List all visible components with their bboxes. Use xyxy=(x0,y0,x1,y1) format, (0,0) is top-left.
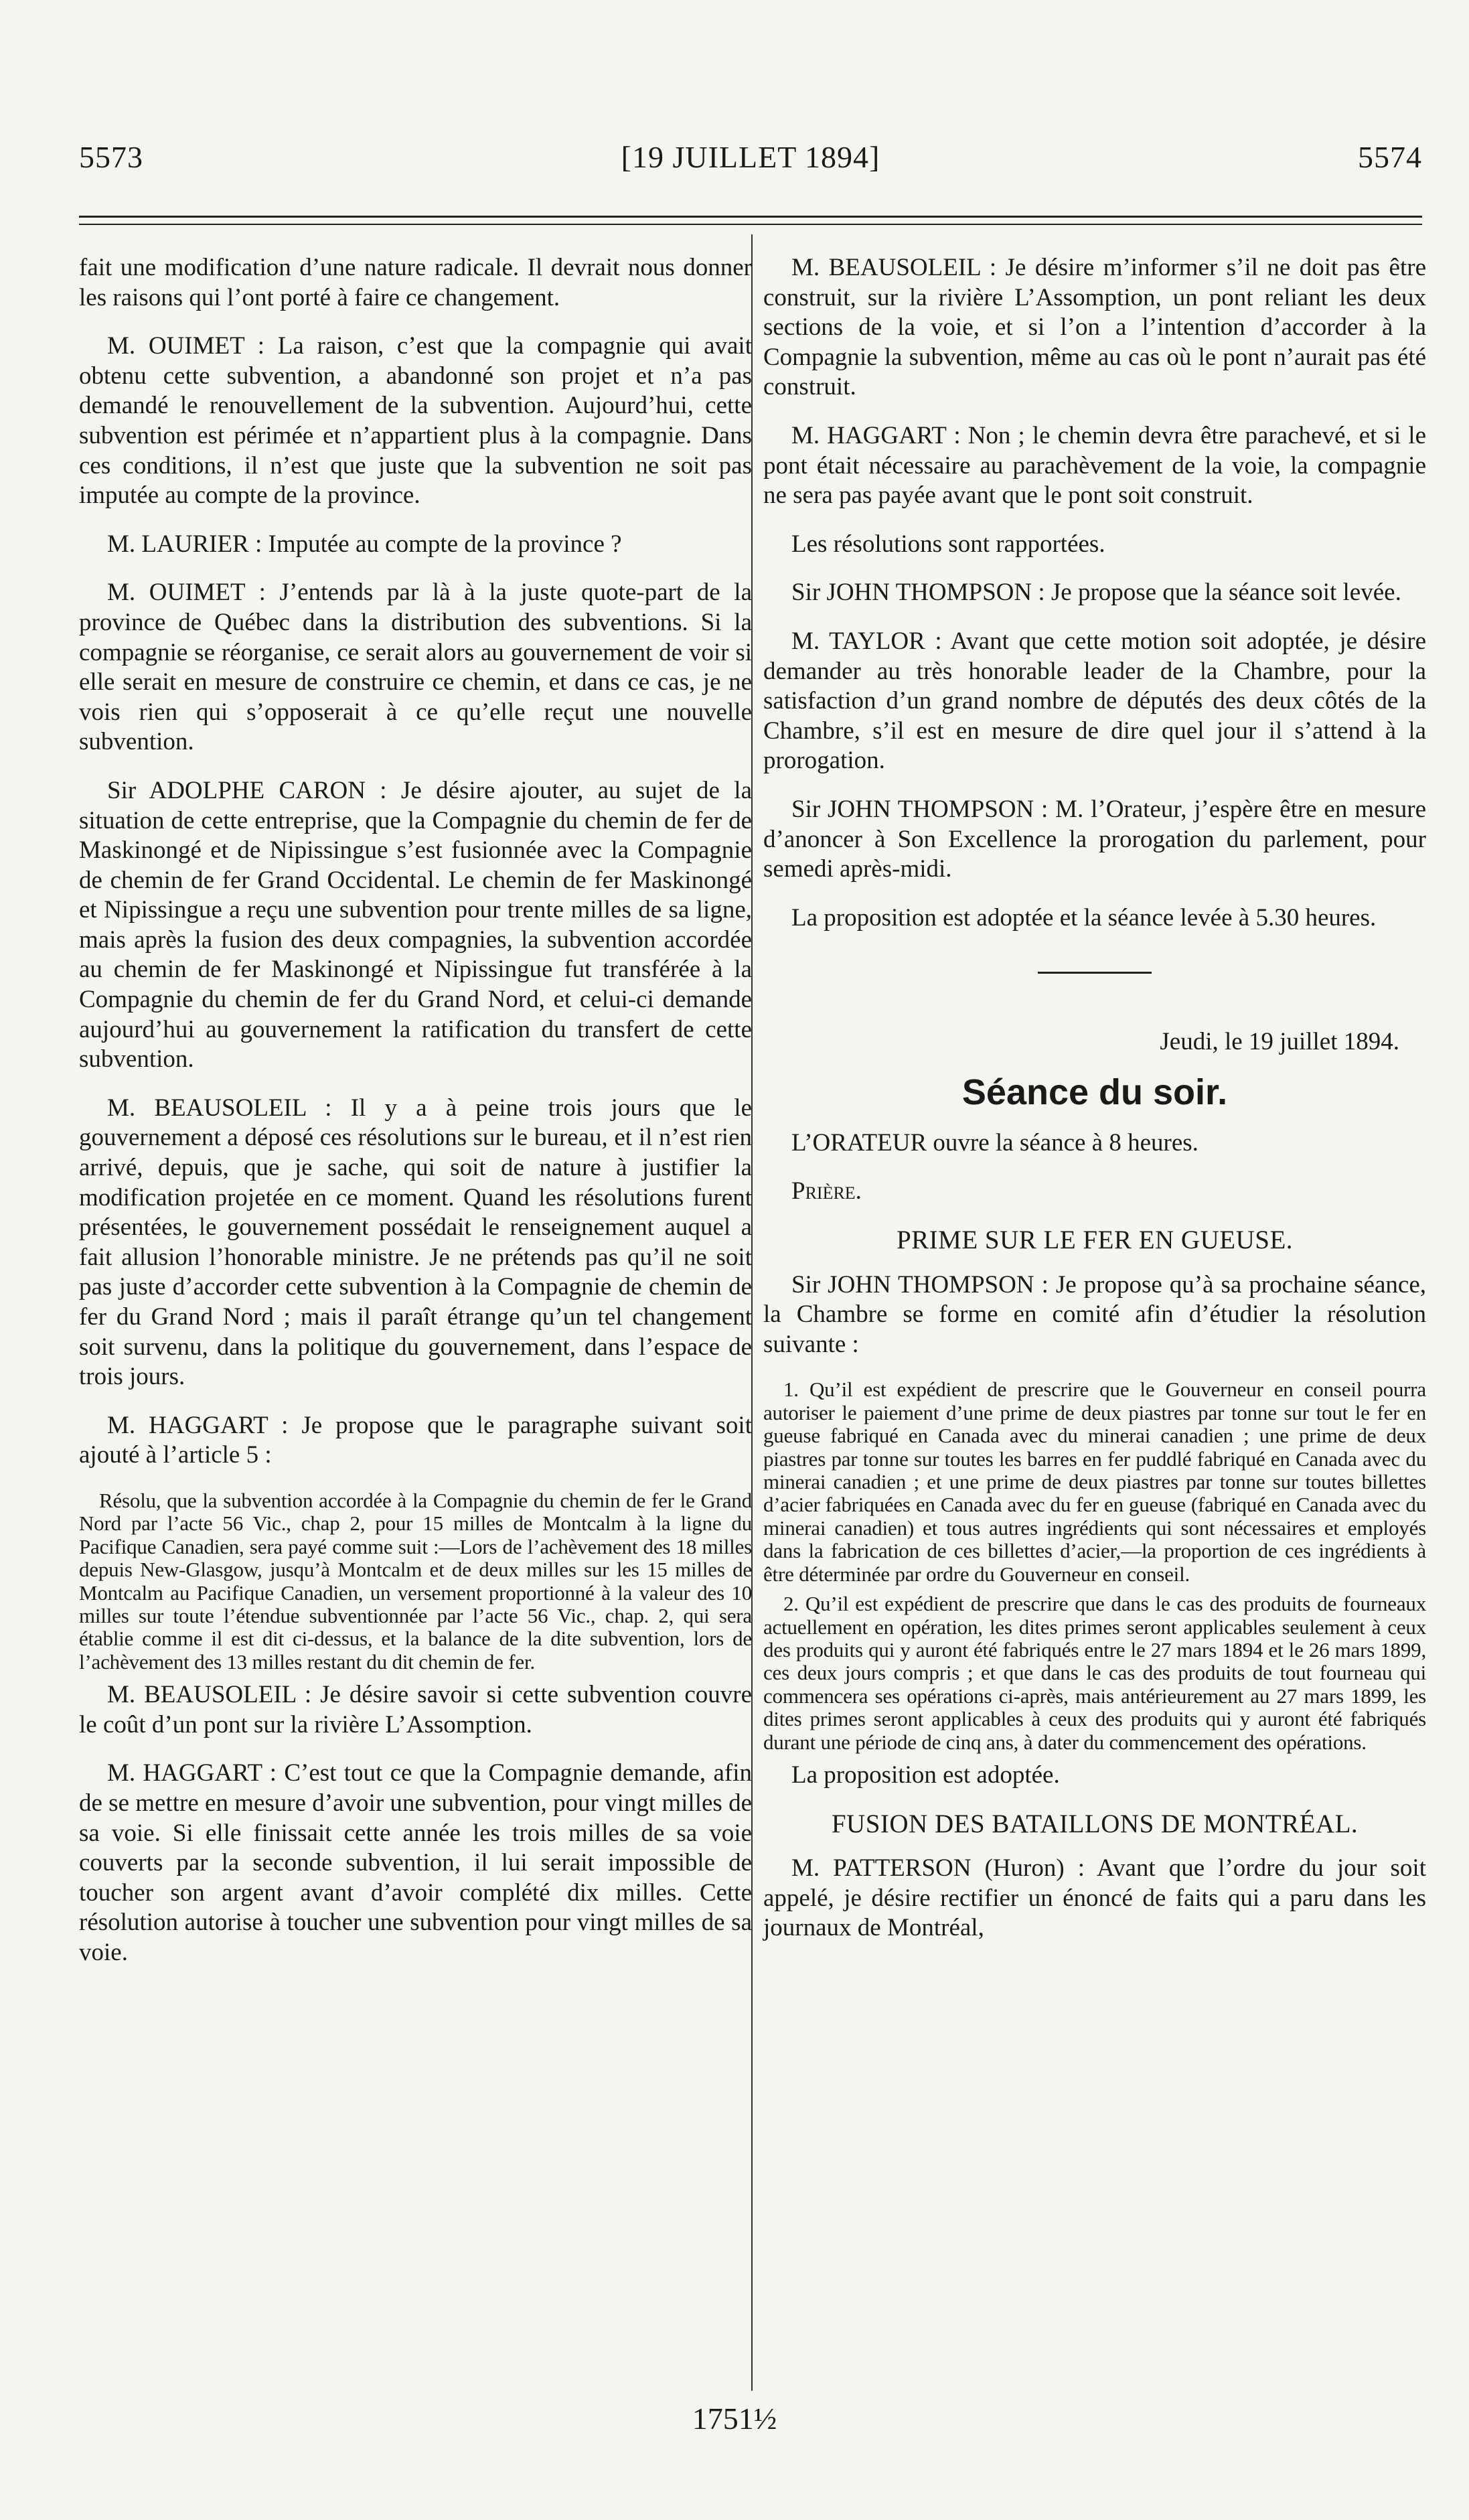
section-heading: FUSION DES BATAILLONS DE MONTRÉAL. xyxy=(831,1809,1359,1838)
paragraph: M. BEAUSOLEIL : Il y a à peine trois jours que le gouvernement a déposé ces résolutions sur le bureau, et il n’est rien arrivé, depuis, que je sache, qui soit de nature à justifier la modification projetée en ce moment. Quand les résolutions furent présentées, le gouvernement possédait le renseignement auquel a fait allusion l’honorable ministre. Je ne prétends pas qu’il ne soit pas juste d’accorder cette subvention à la Compagnie de chemin de fer du Grand Nord ; mais il paraît étrange qu’un tel changement soit survenu, dans la politique du gouvernement, dans l’espace de trois jours. xyxy=(79,1094,752,1391)
quoted-resolution: Résolu, que la subvention accordée à la Compagnie du chemin de fer le Grand Nord par l’acte 56 Vic., chap 2, pour 15 milles de Montcalm à la ligne du Pacifique Canadien, sera payé comme suit :—Lors de l’achèvement des 18 milles depuis New-Glasgow, jusqu’à Montcalm et de deux milles sur les 15 milles de Montcalm au Pacifique Canadien, un versement proportionné à la valeur des 10 milles sur toute l’étendue subventionnée par l’acte 56 Vic., chap. 2, qui sera établie comme il est dit ci-dessus, et la balance de la dite subvention, lors de l’achèvement des 13 milles restant du dit chemin de fer. xyxy=(79,1488,752,1674)
header-rule xyxy=(79,216,1422,218)
paragraph: M. BEAUSOLEIL : Je désire savoir si cette subvention couvre le coût d’un pont sur la rivière L’Assomption. xyxy=(79,1681,752,1738)
page-number-right: 5574 xyxy=(1358,140,1422,174)
paragraph: Sir JOHN THOMPSON : Je propose que la séance soit levée. xyxy=(791,579,1401,607)
prayer-label: Prière. xyxy=(791,1177,862,1205)
paragraph: La proposition est adoptée. xyxy=(791,1761,1060,1789)
section-heading: PRIME SUR LE FER EN GUEUSE. xyxy=(896,1226,1294,1255)
header-date: [19 JUILLET 1894] xyxy=(621,140,880,174)
paragraph: M. OUIMET : J’entends par là à la juste quote-part de la province de Québec dans la distribution des subventions. Si la compagnie se réorganise, ce serait alors au gouvernement de voir si elle serait en mesure de construire ce chemin, et dans ce cas, je ne vois rien qui s’opposerait à ce qu’elle reçut une nouvelle subvention. xyxy=(79,579,752,756)
header-rule-second xyxy=(79,224,1422,225)
paragraph: Les résolutions sont rapportées. xyxy=(791,530,1105,558)
paragraph: Sir ADOLPHE CARON : Je désire ajouter, au sujet de la situation de cette entreprise, que la Compagnie du chemin de fer de Maskinongé et de Nipissingue s’est fusionnée avec la Compagnie de chemin de fer Grand Occidental. Le chemin de fer Maskinongé et Nipissingue a reçu une subvention pour trente milles de sa ligne, mais après la fusion des deux compagnies, la subvention accordée au chemin de fer Maskinongé et Nipissingue fut transférée à la Compagnie du chemin de fer du Grand Nord, et celui-ci demande aujourd’hui au gouvernement la ratification du transfert de cette subvention. xyxy=(79,776,752,1073)
paragraph: La proposition est adoptée et la séance levée à 5.30 heures. xyxy=(791,903,1377,932)
left-column xyxy=(79,253,752,1987)
right-column xyxy=(763,253,1426,1962)
dateline: Jeudi, le 19 juillet 1894. xyxy=(1160,1028,1399,1056)
resolution-item: 1. Qu’il est expédient de prescrire que le Gouverneur en conseil pourra autoriser le paiement d’une prime de deux piastres par tonne sur tout le fer en gueuse fabriqué en Canada avec du minerai canadien ; une prime de deux piastres par tonne sur toutes les barres en fer puddlé fabriqué en Canada avec du minerai canadien ; et une prime de deux piastres par tonne sur toutes billettes d’acier fabriquées en Canada avec du fer en gueuse (fabriqué en Canada avec du minerai canadien) et tous autres ingrédients qui sont nécessaires et employés dans la fabrication de ces billettes d’acier,—la proportion de ces ingrédients à être déterminée par ordre du Gouverneur en conseil. xyxy=(763,1378,1426,1586)
paragraph: M. BEAUSOLEIL : Je désire m’informer s’il ne doit pas être construit, sur la rivière L’Assomption, un pont reliant les deux sections de la voie, et si l’on a l’intention d’accorder à la Compagnie la subvention, même au cas où le pont n’aurait pas été construit. xyxy=(763,254,1426,401)
paragraph: fait une modification d’une nature radicale. Il devrait nous donner les raisons qui l’ont porté à faire ce changement. xyxy=(79,254,752,311)
signature-mark: 1751½ xyxy=(692,2401,777,2436)
page-header xyxy=(79,139,1422,186)
section-separator xyxy=(1038,972,1152,974)
paragraph: M. OUIMET : La raison, c’est que la compagnie qui avait obtenu cette subvention, a abandonné son projet et n’a pas demandé le renouvellement de la subvention. Aujourd’hui, cette subvention est périmée et n’appartient plus à la compagnie. Dans ces conditions, il n’est que juste que la subvention ne soit pas imputée au compte de la province. xyxy=(79,332,752,510)
paragraph: M. LAURIER : Imputée au compte de la province ? xyxy=(107,530,622,558)
paragraph: M. TAYLOR : Avant que cette motion soit adoptée, je désire demander au très honorable leader de la Chambre, pour la satisfaction d’un grand nombre de députés des deux côtés de la Chambre, s’il est en mesure de dire quel jour il s’attend à la prorogation. xyxy=(763,627,1426,775)
paragraph: L’ORATEUR ouvre la séance à 8 heures. xyxy=(791,1128,1199,1157)
paragraph: Sir JOHN THOMPSON : Je propose qu’à sa prochaine séance, la Chambre se forme en comité afin d’étudier la résolution suivante : xyxy=(763,1270,1426,1358)
resolution-item: 2. Qu’il est expédient de prescrire que dans le cas des produits de fourneaux actuellement en opération, les dites primes seront applicables seulement à ceux des produits qui y auront été fabriqués entre le 27 mars 1894 et le 26 mars 1899, ces deux jours compris ; et que dans le cas des produits de tout fourneau qui commencera ses opérations ci-après, mais antérieurement au 27 mars 1899, les dites primes seront applicables à ceux des produits qui y auront été fabriqués durant une période de cinq ans, à dater du commencement des opérations. xyxy=(763,1592,1426,1754)
paragraph: M. PATTERSON (Huron) : Avant que l’ordre du jour soit appelé, je désire rectifier un énoncé de faits qui a paru dans les journaux de Montréal, xyxy=(763,1854,1426,1942)
paragraph: M. HAGGART : Je propose que le paragraphe suivant soit ajouté à l’article 5 : xyxy=(79,1411,752,1469)
session-title: Séance du soir. xyxy=(961,1071,1228,1112)
paragraph: Sir JOHN THOMPSON : M. l’Orateur, j’espère être en mesure d’anoncer à Son Excellence la prorogation du parlement, pour semedi après-midi. xyxy=(763,795,1426,883)
paragraph: M. HAGGART : C’est tout ce que la Compagnie demande, afin de se mettre en mesure d’avoir une subvention, pour vingt milles de sa voie. Si elle finissait cette année les trois milles de sa voie couverts par la seconde subvention, il lui serait impossible de toucher son argent avant d’avoir complété dix milles. Cette résolution autorise à toucher une subvention pour vingt milles de sa voie. xyxy=(79,1759,752,1966)
paragraph: M. HAGGART : Non ; le chemin devra être parachevé, et si le pont était nécessaire au parachèvement de la voie, la compagnie ne sera pas payée avant que le pont soit construit. xyxy=(763,421,1426,510)
page-number-left: 5573 xyxy=(79,140,143,174)
